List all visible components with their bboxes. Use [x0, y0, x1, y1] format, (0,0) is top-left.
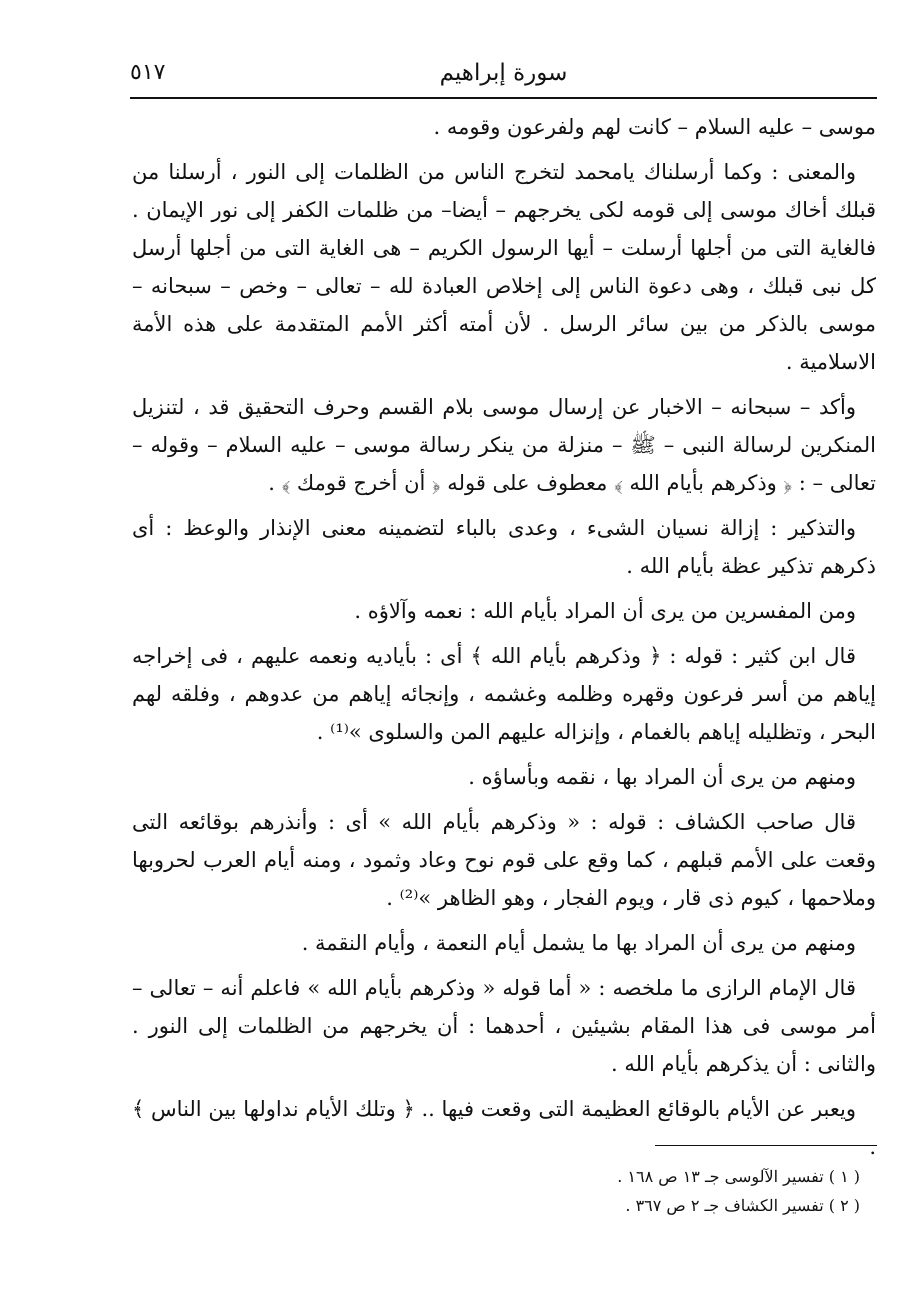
paragraph: قال ابن كثير : قوله : ﴿ وذكرهم بأيام الله ﴾ أى : بأياديه ونعمه عليهم ، فى إخراجه إياهم من أسر فرعون وقهره وظلمه وغشمه ، وإنجائه إياهم من عدوهم ، وفلقه لهم البحر ، وتظليله إياهم بالغمام ، وإنزاله عليهم المن والسلوى »⁽¹⁾ .: [132, 644, 876, 744]
paragraph: قال صاحب الكشاف : قوله : « وذكرهم بأيام الله » أى : وأنذرهم بوقائعه التى وقعت على الأمم قبلهم ، كما وقع على قوم نوح وعاد وثمود ، ومنه أيام العرب لحروبها وملاحمها ، كيوم ذى قار ، ويوم الفجار ، وهو الظاهر »⁽²⁾ .: [132, 810, 876, 910]
paragraph: وأكد – سبحانه – الاخبار عن إرسال موسى بلام القسم وحرف التحقيق قد ، لتنزيل المنكرين لرسالة النبى – ﷺ – منزلة من ينكر رسالة موسى – عليه السلام – وقوله – تعالى – : ﴿ وذكرهم بأيام الله ﴾ معطوف على قوله ﴿ أن أخرج قومك ﴾ .: [132, 395, 876, 495]
paragraph: ومنهم من يرى أن المراد بها ما يشمل أيام النعمة ، وأيام النقمة .: [301, 931, 856, 955]
footnote: ( ١ ) تفسير الآلوسى جـ ١٣ ص ١٦٨ .: [617, 1167, 860, 1186]
header-divider: [130, 97, 877, 99]
running-title: سورة إبراهيم: [439, 60, 568, 86]
page-number: ٥١٧: [130, 60, 166, 85]
main-text: [132, 108, 876, 1173]
paragraph: موسى – عليه السلام – كانت لهم ولفرعون وقومه .: [433, 115, 876, 139]
footnote: ( ٢ ) تفسير الكشاف جـ ٢ ص ٣٦٧ .: [625, 1196, 860, 1215]
footnote-divider: [655, 1145, 877, 1146]
page-header: [130, 56, 877, 96]
paragraph: ويعبر عن الأيام بالوقائع العظيمة التى وقعت فيها .. ﴿ وتلك الأيام نداولها بين الناس ﴾ .: [132, 1097, 876, 1159]
paragraph: والمعنى : وكما أرسلناك يامحمد لتخرج الناس من الظلمات إلى النور ، أرسلنا من قبلك أخاك موسى إلى قومه لكى يخرجهم – أيضا– من ظلمات الكفر إلى نور الإيمان . فالغاية التى من أجلها أرسلت – أيها الرسول الكريم – هى الغاية التى من أجلها أرسل كل نبى قبلك ، وهى دعوة الناس إلى إخلاص العبادة لله – تعالى – وخص – سبحانه – موسى بالذكر من بين سائر الرسل . لأن أمته أكثر الأمم المتقدمة على هذه الأمة الاسلامية .: [132, 160, 876, 374]
paragraph: قال الإمام الرازى ما ملخصه : « أما قوله « وذكرهم بأيام الله » فاعلم أنه – تعالى – أمر موسى فى هذا المقام بشيئين ، أحدهما : أن يخرجهم من الظلمات إلى النور . والثانى : أن يذكرهم بأيام الله .: [132, 976, 876, 1076]
footnotes: [132, 1162, 860, 1220]
paragraph: والتذكير : إزالة نسيان الشىء ، وعدى بالباء لتضمينه معنى الإنذار والوعظ : أى ذكرهم تذكير عظة بأيام الله .: [132, 516, 876, 578]
paragraph: ومن المفسرين من يرى أن المراد بأيام الله : نعمه وآلاؤه .: [354, 599, 856, 623]
paragraph: ومنهم من يرى أن المراد بها ، نقمه وبأساؤه .: [468, 765, 856, 789]
